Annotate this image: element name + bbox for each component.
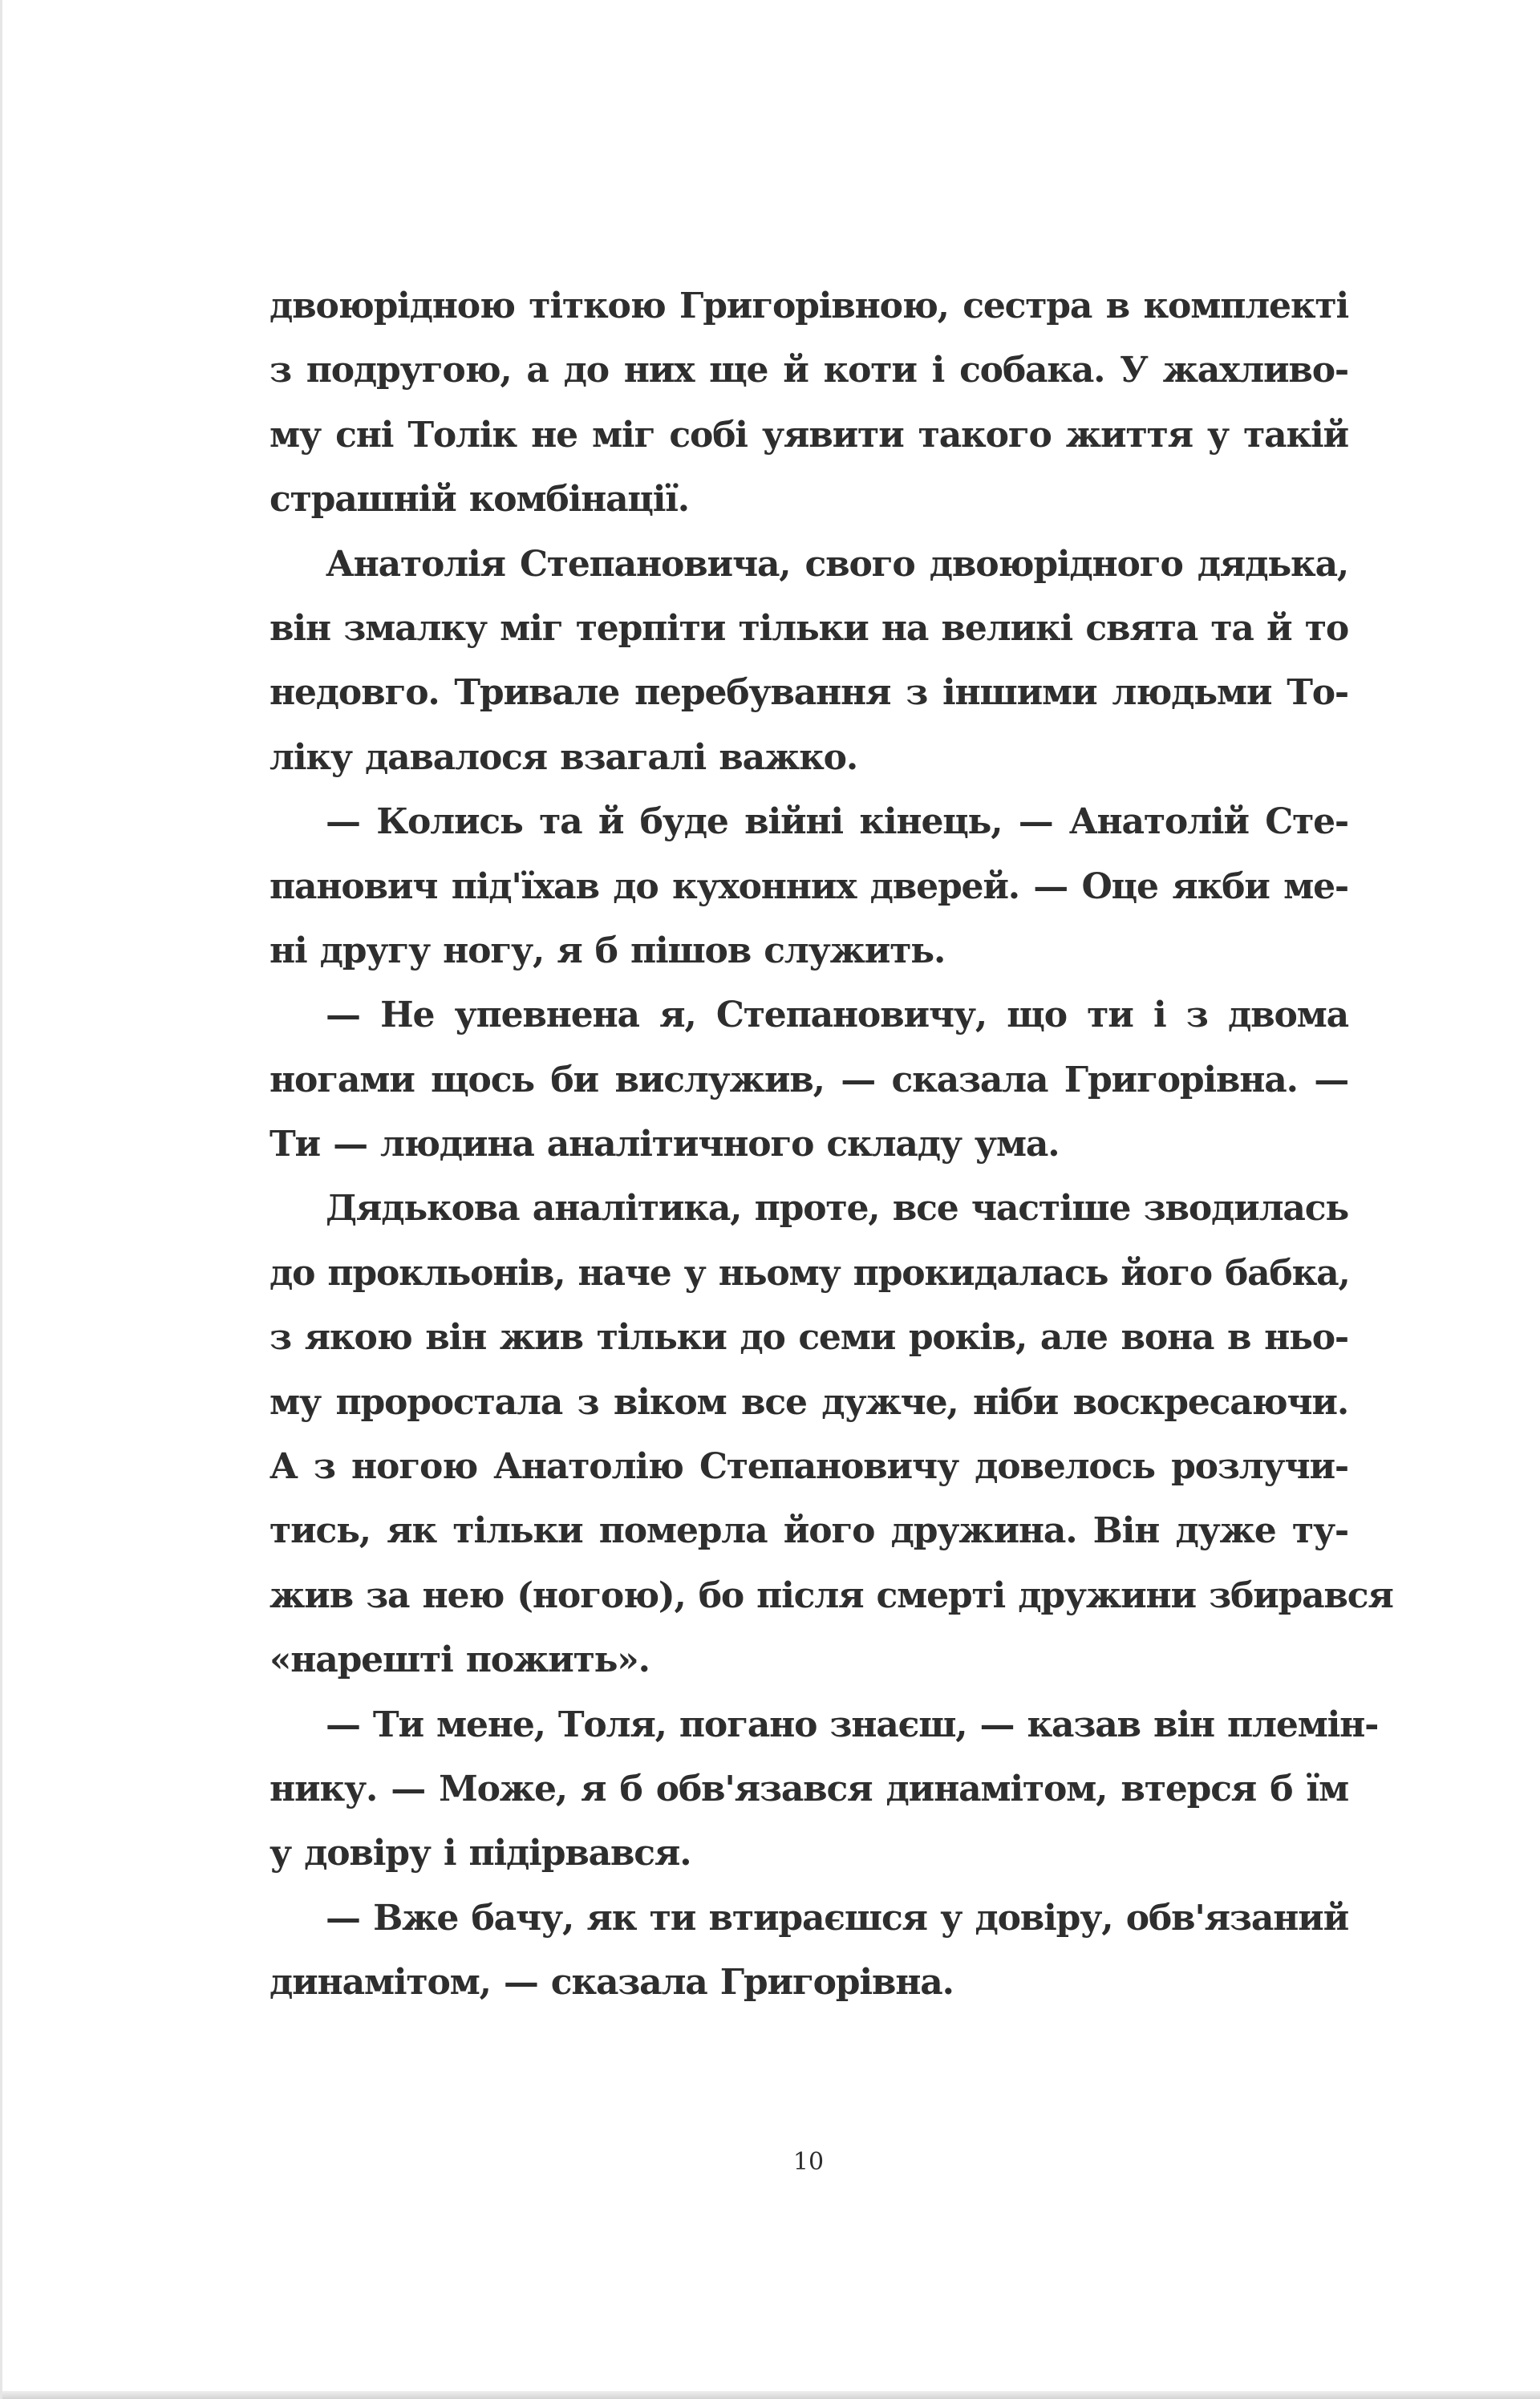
text-line: «нарешті пожить». (270, 1639, 650, 1681)
text-line: — Ти мене, Толя, погано знаєш, — казав він племін- (326, 1704, 1379, 1745)
text-line: до прокльонів, наче у ньому прокидалась його бабка, (270, 1252, 1350, 1294)
paragraph-4 (270, 983, 1348, 1177)
paragraph-1 (270, 274, 1348, 533)
text-line: А з ногою Анатолію Степановичу довелось розлучи- (270, 1446, 1348, 1488)
page-number: 10 (792, 2148, 825, 2176)
text-line: з якою він жив тільки до семи років, але вона в ньо- (270, 1317, 1348, 1359)
text-line: Дядькова аналітика, проте, все частіше зводилась (326, 1188, 1348, 1230)
paragraph-3 (270, 790, 1348, 983)
text-line: з подругою, а до них ще й коти і собака. У жахливо- (270, 350, 1348, 391)
text-line: — Не упевнена я, Степановичу, що ти і з двома (326, 995, 1348, 1036)
paragraph-2 (270, 533, 1348, 791)
text-line: — Колись та й буде війні кінець, — Анатолій Сте- (326, 801, 1348, 843)
text-line: панович під'їхав до кухонних дверей. — Оце якби ме- (270, 865, 1348, 907)
text-line: жив за нею (ногою), бо після смерті дружини збирався (270, 1574, 1393, 1616)
text-line: му проростала з віком все дужче, ніби воскресаючи. (270, 1381, 1348, 1423)
text-line: у довіру і підірвався. (270, 1833, 691, 1874)
text-line: ліку давалося взагалі важко. (270, 736, 857, 778)
text-line: недовго. Тривале перебування з іншими людьми То- (270, 672, 1348, 714)
text-line: він змалку міг терпіти тільки на великі свята та й то (270, 607, 1348, 649)
text-line: страшній комбінації. (270, 479, 689, 521)
text-line: динамітом, — сказала Григорівна. (270, 1962, 954, 2004)
text-line: — Вже бачу, як ти втираєшся у довіру, обв'язаний (326, 1897, 1348, 1939)
body-text (270, 274, 1393, 2016)
text-line: двоюрідною тіткою Григорівною, сестра в комплекті (270, 286, 1348, 326)
paragraph-6 (270, 1693, 1379, 1886)
text-line: Ти — людина аналітичного складу ума. (270, 1124, 1060, 1165)
paragraph-7 (270, 1886, 1348, 2016)
text-line: нику. — Може, я б обв'язався динамітом, втерся б їм (270, 1768, 1348, 1809)
paragraph-5 (270, 1177, 1393, 1692)
text-line: му сні Толік не міг собі уявити такого життя у такій (270, 414, 1348, 456)
text-line: Анатолія Степановича, свого двоюрідного дядька, (326, 543, 1348, 585)
window-bottom-edge (2, 2391, 1540, 2399)
text-line: ногами щось би вислужив, — сказала Григорівна. — (270, 1059, 1348, 1100)
text-line: ні другу ногу, я б пішов служить. (270, 930, 946, 971)
text-line: тись, як тільки померла його дружина. Він дуже ту- (270, 1510, 1348, 1552)
